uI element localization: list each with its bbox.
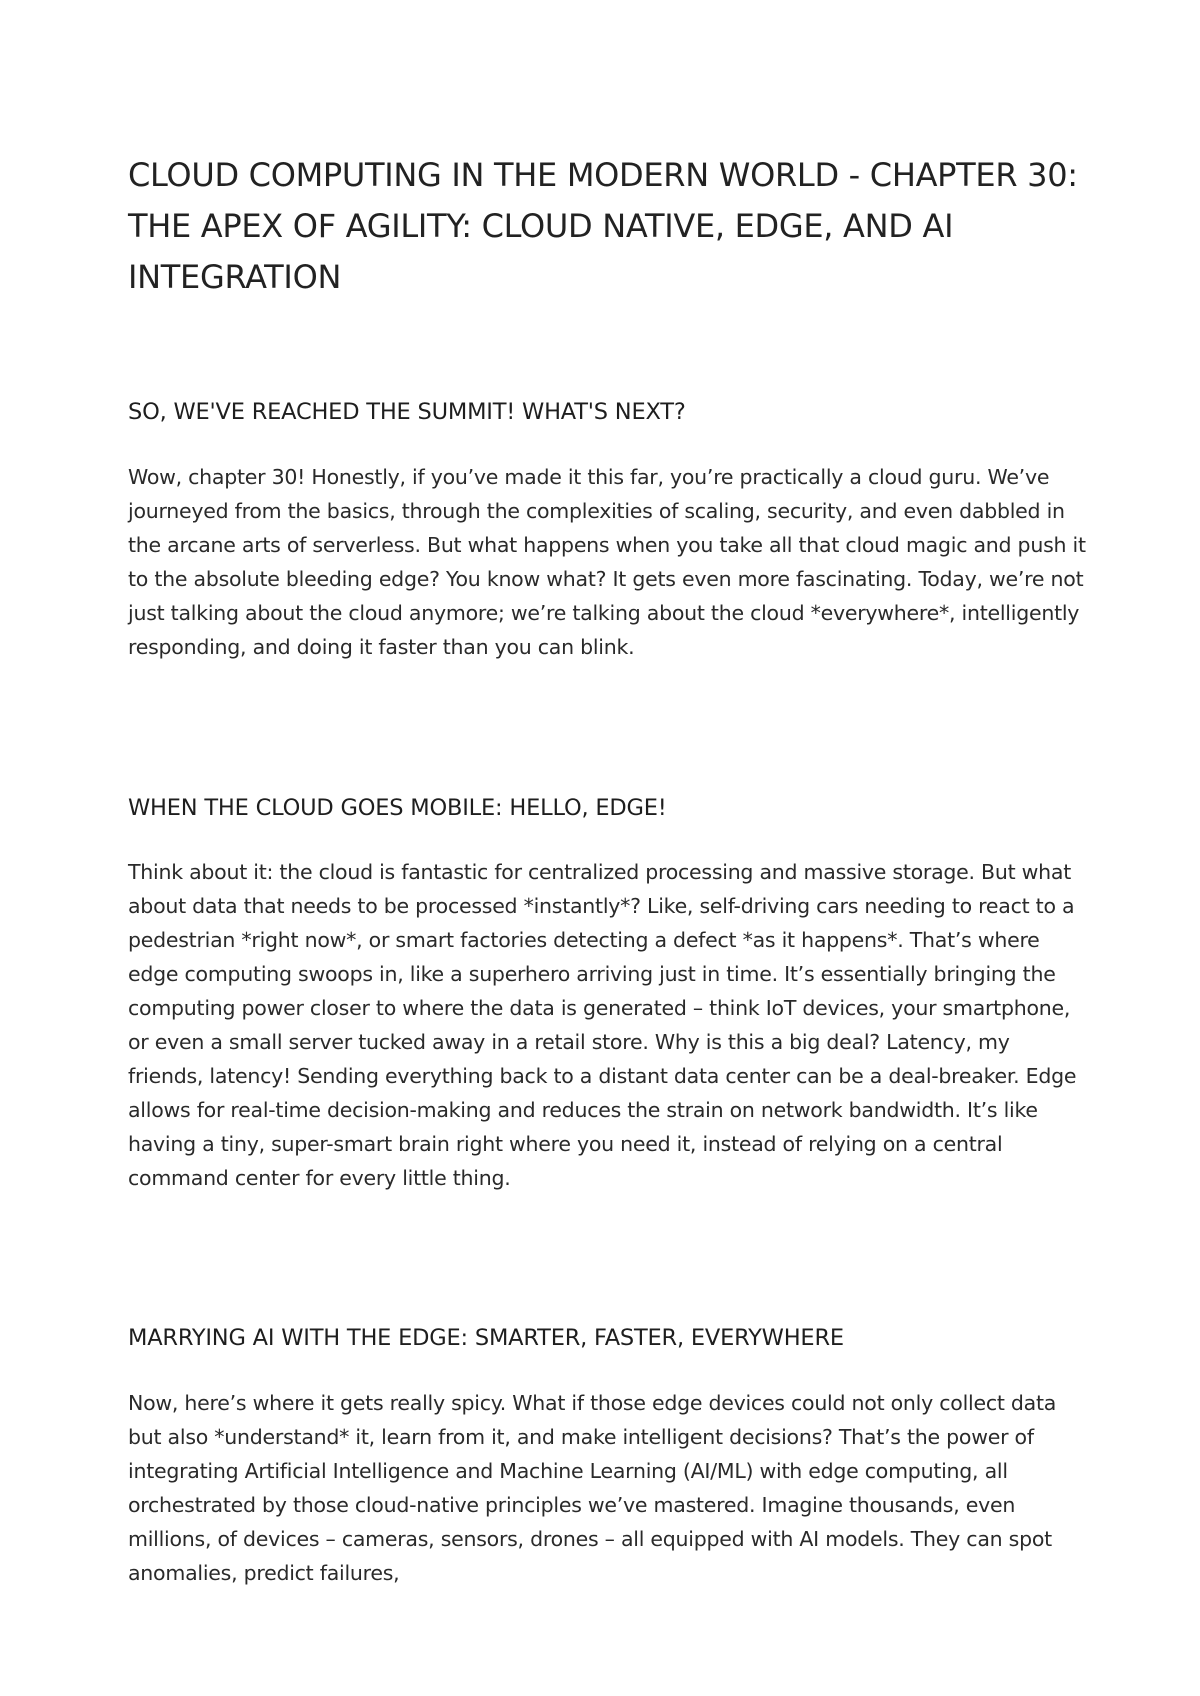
section-body-summit: Wow, chapter 30! Honestly, if you’ve made it this far, you’re practically a cloud guru. We’ve journeyed from the basics, through the complexities of scaling, security, and even dabbled in the arcane arts of serverless. But what happens when you take all that cloud magic and push it to the absolute bleeding edge? You know what? It gets even more fascinating. Today, we’re not just talking about the cloud anymore; we’re talking about the cloud *everywhere*, intelligently responding, and doing it faster than you can blink. bbox=[128, 465, 1086, 659]
section-heading-ai-edge: MARRYING AI WITH THE EDGE: SMARTER, FASTER, EVERYWHERE bbox=[128, 1325, 844, 1351]
section-heading-edge: WHEN THE CLOUD GOES MOBILE: HELLO, EDGE! bbox=[128, 795, 667, 821]
chapter-title: CLOUD COMPUTING IN THE MODERN WORLD - CHAPTER 30: THE APEX OF AGILITY: CLOUD NATIVE, EDGE, AND AI INTEGRATION bbox=[128, 156, 1078, 296]
section-body-edge: Think about it: the cloud is fantastic for centralized processing and massive storage. But what about data that needs to be processed *instantly*? Like, self-driving cars needing to react to a pedestrian *right now*, or smart factories detecting a defect *as it happens*. That’s where edge computing swoops in, like a superhero arriving just in time. It’s essentially bringing the computing power closer to where the data is generated – think IoT devices, your smartphone, or even a small server tucked away in a retail store. Why is this a big deal? Latency, my friends, latency! Sending everything back to a distant data center can be a deal-breaker. Edge allows for real-time decision-making and reduces the strain on network bandwidth. It’s like having a tiny, super-smart brain right where you need it, instead of relying on a central command center for every little thing. bbox=[128, 860, 1077, 1190]
section-heading-summit: SO, WE'VE REACHED THE SUMMIT! WHAT'S NEXT? bbox=[128, 399, 686, 425]
section-body-ai-edge: Now, here’s where it gets really spicy. What if those edge devices could not only collect data but also *understand* it, learn from it, and make intelligent decisions? That’s the power of integrating Artificial Intelligence and Machine Learning (AI/ML) with edge computing, all orchestrated by those cloud-native principles we’ve mastered. Imagine thousands, even millions, of devices – cameras, sensors, drones – all equipped with AI models. They can spot anomalies, predict failures, bbox=[128, 1391, 1057, 1585]
